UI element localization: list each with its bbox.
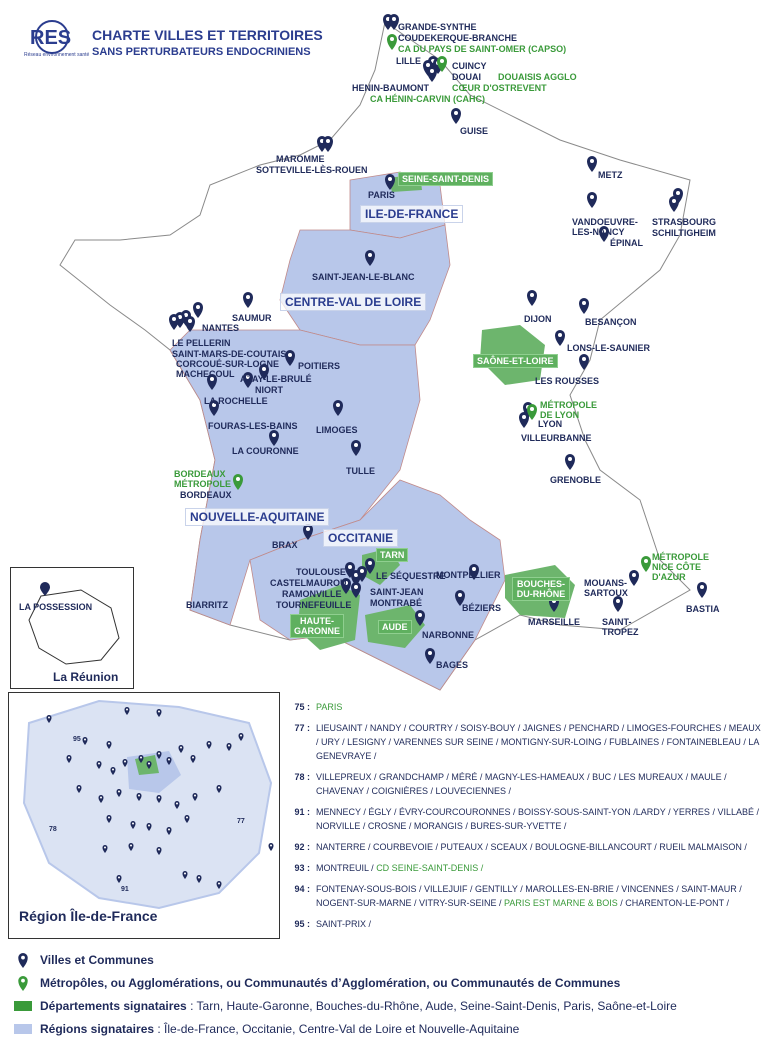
- legend-cities-label: Villes et Communes: [40, 952, 154, 967]
- idf-row: [284, 805, 764, 833]
- metro-label: CA HÉNIN-CARVIN (CAHC): [370, 94, 485, 104]
- idf-row-green: CD SEINE-SAINT-DENIS /: [376, 863, 484, 873]
- idf-row-num: 78 :: [294, 772, 310, 782]
- city-label: LA COURONNE: [232, 446, 299, 456]
- city-label: BRAX: [272, 540, 298, 550]
- city-label: TULLE: [346, 466, 375, 476]
- city-label: SCHILTIGHEIM: [652, 228, 716, 238]
- city-label: NARBONNE: [422, 630, 475, 640]
- city-label: POITIERS: [298, 361, 341, 371]
- metro-label: DOUAISIS AGGLO: [498, 72, 577, 82]
- city-pin-icon: [697, 582, 707, 598]
- city-label: PARIS: [368, 190, 395, 200]
- legend-row-cities: [14, 948, 764, 971]
- idf-row: [284, 840, 764, 854]
- city-label: SAINT-TROPEZ: [602, 617, 639, 637]
- city-label: STRASBOURG: [652, 217, 717, 227]
- city-label: NANTES: [202, 323, 240, 333]
- idf-row-text: MONTREUIL /: [316, 863, 374, 873]
- region-label-centre-val-de-loire: CENTRE-VAL DE LOIRE: [280, 293, 426, 311]
- idf-num-78: 78: [49, 826, 57, 833]
- city-label: BÉZIERS: [462, 603, 502, 613]
- logo-subtext: Réseau environnement santé: [24, 52, 90, 58]
- metro-label: MÉTROPOLE NICE CÔTE D'AZUR: [652, 552, 710, 582]
- idf-row: [284, 700, 764, 714]
- city-label: AZAY-LE-BRULÉ: [240, 374, 312, 384]
- idf-row: [284, 861, 764, 875]
- city-label: CORCOUÉ-SUR-LOGNE: [176, 359, 279, 369]
- reunion-title: La Réunion: [53, 670, 119, 684]
- dept-label-tarn: TARN: [376, 548, 408, 562]
- idf-inset: [8, 692, 280, 939]
- city-label: BESANÇON: [585, 317, 637, 327]
- city-label: DIJON: [524, 314, 552, 324]
- dept-label-seine-saint-denis: SEINE-SAINT-DENIS: [398, 172, 493, 186]
- city-label: HENIN-BAUMONT: [352, 83, 429, 93]
- idf-row-num: 75 :: [294, 702, 310, 712]
- reunion-city-label: LA POSSESSION: [19, 602, 93, 612]
- green-pin-icon: [14, 974, 32, 992]
- city-label: MARSEILLE: [528, 617, 581, 627]
- reunion-inset: [10, 567, 134, 689]
- dept-label-saone-et-loire: SAÔNE-ET-LOIRE: [473, 354, 558, 368]
- idf-num-77: 77: [237, 818, 245, 825]
- idf-row: [284, 917, 764, 931]
- idf-row-num: 94 :: [294, 884, 310, 894]
- city-label: BORDEAUX: [180, 490, 232, 500]
- city-label: GRENOBLE: [550, 475, 602, 485]
- idf-title: Région Île-de-France: [19, 908, 158, 924]
- city-label: LA ROCHELLE: [204, 396, 268, 406]
- city-label: SOTTEVILLE-LÈS-ROUEN: [256, 165, 368, 175]
- idf-num-95: 95: [73, 736, 81, 743]
- idf-list: [284, 700, 764, 938]
- city-label: VANDOEUVRE-LES-NANCY: [572, 217, 638, 237]
- region-label-ile-de-france: ILE-DE-FRANCE: [360, 205, 463, 223]
- city-label: TOURNEFEUILLE: [276, 600, 352, 610]
- metro-label: CA DU PAYS DE SAINT-OMER (CAPSO): [398, 44, 567, 54]
- city-label: MOUANS-SARTOUX: [584, 578, 628, 598]
- green-swatch-icon: [14, 1001, 32, 1011]
- city-label: BIARRITZ: [186, 600, 228, 610]
- region-label-occitanie: OCCITANIE: [323, 529, 398, 547]
- legend-metros-label: Métropôles, ou Agglomérations, ou Communautés d’Agglomération, ou Communautés de Communes: [40, 975, 621, 990]
- city-label: SAINT-MARS-DE-COUTAIS: [172, 349, 287, 359]
- idf-row-num: 77 :: [294, 723, 310, 733]
- legend-depts-label: Départements signataires: [40, 998, 187, 1013]
- idf-row-text: NANTERRE / COURBEVOIE / PUTEAUX / SCEAUX / BOULOGNE-BILLANCOURT / RUEIL MALMAISON /: [316, 842, 747, 852]
- idf-pin-icon: [269, 843, 274, 851]
- city-label: LE SÉQUESTRE: [376, 571, 446, 581]
- city-label: LE PELLERIN: [172, 338, 231, 348]
- city-label: VILLEURBANNE: [521, 433, 592, 443]
- city-label: COUDEKERQUE-BRANCHE: [398, 33, 518, 43]
- reunion-pin: [40, 582, 50, 596]
- legend: [14, 948, 764, 1040]
- idf-num-91: 91: [121, 886, 129, 893]
- legend-row-metros: [14, 971, 764, 994]
- city-label: SAUMUR: [232, 313, 272, 323]
- idf-row-num: 93 :: [294, 863, 310, 873]
- city-label: SAINT-JEAN: [370, 587, 424, 597]
- city-label: LES ROUSSES: [535, 376, 600, 386]
- city-label: BAGES: [436, 660, 469, 670]
- city-label: SAINT-JEAN-LE-BLANC: [312, 272, 415, 282]
- idf-map: [9, 693, 279, 938]
- idf-row-text: SAINT-PRIX /: [316, 919, 372, 929]
- idf-row: [284, 882, 764, 910]
- city-label: METZ: [598, 170, 623, 180]
- legend-row-depts: [14, 994, 764, 1017]
- city-label: GUISE: [460, 126, 489, 136]
- city-label: CASTELMAUROU: [270, 578, 347, 588]
- city-label: MONTRABÉ: [370, 598, 422, 608]
- legend-regions-label: Régions signataires: [40, 1021, 155, 1036]
- city-label: ÉPINAL: [610, 238, 644, 248]
- city-label: BASTIA: [686, 604, 720, 614]
- city-label: RAMONVILLE: [282, 589, 342, 599]
- city-label: MONTPELLIER: [436, 570, 501, 580]
- idf-row-num: 91 :: [294, 807, 310, 817]
- idf-row-green: PARIS: [316, 702, 343, 712]
- idf-row-tail: / CHARENTON-LE-PONT /: [620, 898, 729, 908]
- idf-row-text: FONTENAY-SOUS-BOIS / VILLEJUIF / GENTILLY / MAROLLES-EN-BRIE / VINCENNES / SAINT-MAUR / NOGENT-SUR-MARNE / VITRY-SUR-SEINE /: [316, 884, 742, 908]
- idf-row-text: MENNECY / ÉGLY / ÉVRY-COURCOURONNES / BOISSY-SOUS-SAINT-YON /LARDY / YERRES / VILLABÉ / NORVILLE / CROSNE / MORANGIS / BURES-SUR-YVETTE /: [316, 807, 759, 831]
- city-label: LIMOGES: [316, 425, 358, 435]
- region-centre-val-de-loire: [280, 225, 450, 345]
- legend-row-regions: [14, 1017, 764, 1040]
- city-label: MACHECOUL: [176, 369, 235, 379]
- metro-label: MÉTROPOLE DE LYON: [540, 400, 598, 420]
- city-label: LILLE: [396, 56, 421, 66]
- idf-row: [284, 770, 764, 798]
- legend-regions-list: : Île-de-France, Occitanie, Centre-Val de Loire et Nouvelle-Aquitaine: [157, 1021, 520, 1036]
- idf-row: [284, 721, 764, 763]
- dept-label-haute-garonne: HAUTE-GARONNE: [290, 614, 344, 638]
- city-label: TOULOUSE: [296, 567, 346, 577]
- city-label: DOUAI: [452, 72, 481, 82]
- idf-row-text: LIEUSAINT / NANDY / COURTRY / SOISY-BOUY / JAIGNES / PENCHARD / LIMOGES-FOURCHES / MEAUX / URY / LESIGNY / VARENNES SUR SEINE / MONTIGNY-SUR-LOING / FUBLAINES / FONTAINEBLEAU / LA GENEVRAYE /: [316, 723, 761, 761]
- idf-row-num: 92 :: [294, 842, 310, 852]
- city-label: NIORT: [255, 385, 283, 395]
- legend-depts-list: : Tarn, Haute-Garonne, Bouches-du-Rhône, Aude, Seine-Saint-Denis, Paris, Saône-et-Loire: [190, 998, 677, 1013]
- blue-pin-icon: [14, 951, 32, 969]
- idf-row-num: 95 :: [294, 919, 310, 929]
- dept-label-aude: AUDE: [378, 620, 412, 634]
- city-label: LONS-LE-SAUNIER: [567, 343, 650, 353]
- dept-label-bouches-du-rhone: BOUCHES-DU-RHÔNE: [512, 577, 570, 601]
- logo-text: RES: [30, 27, 72, 49]
- metro-label: CŒUR D'OSTREVENT: [452, 83, 547, 93]
- city-label: LYON: [538, 419, 563, 429]
- idf-row-text: VILLEPREUX / GRANDCHAMP / MÉRÉ / MAGNY-LES-HAMEAUX / BUC / LES MUREAUX / MAULE / CHAVENAY / COIGNIÈRES / LOUVECIENNES /: [316, 772, 727, 796]
- metro-label: BORDEAUX MÉTROPOLE: [174, 469, 232, 489]
- title-line2: SANS PERTURBATEURS ENDOCRINIENS: [92, 46, 311, 58]
- city-label: FOURAS-LES-BAINS: [208, 421, 298, 431]
- region-label-nouvelle-aquitaine: NOUVELLE-AQUITAINE: [185, 508, 329, 526]
- title-line1: CHARTE VILLES ET TERRITOIRES: [92, 27, 323, 43]
- city-label: MAROMME: [276, 154, 325, 164]
- city-label: GRANDE-SYNTHE: [398, 22, 477, 32]
- city-label: CUINCY: [452, 61, 487, 71]
- blue-swatch-icon: [14, 1024, 32, 1034]
- idf-row-green: PARIS EST MARNE & BOIS: [504, 898, 618, 908]
